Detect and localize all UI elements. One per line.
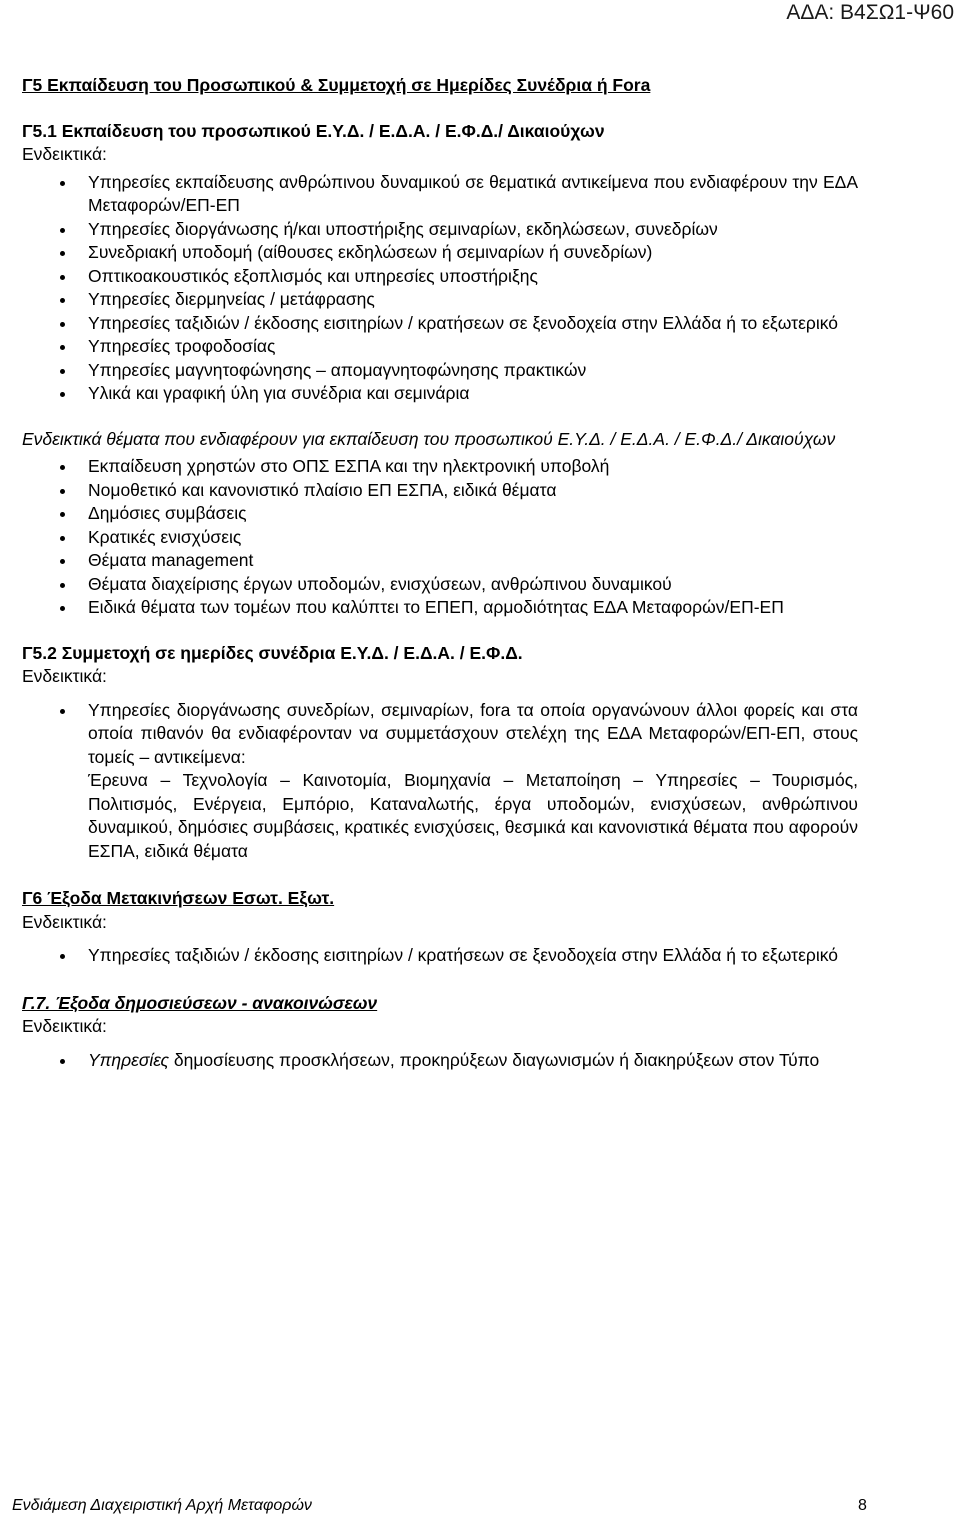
list-item: Υπηρεσίες ταξιδιών / έκδοσης εισιτηρίων / κρατήσεων σε ξενοδοχεία στην Ελλάδα ή το εξωτερικό [22,312,858,336]
section-g6-title: Γ6 Έξοδα Μετακινήσεων Εσωτ. Εξωτ. [22,888,335,908]
list-item: Δημόσιες συμβάσεις [22,502,858,526]
indicative-label: Ενδεικτικά: [22,911,107,932]
ada-code: ΑΔΑ: Β4ΣΩ1-Ψ60 [786,1,954,24]
list-item: Νομοθετικό και κανονιστικό πλαίσιο ΕΠ ΕΣΠΑ, ειδικά θέματα [22,479,858,503]
page-number: 8 [858,1497,867,1514]
g7-item-italic: Υπηρεσίες [88,1049,169,1070]
topics-heading: Ενδεικτικά θέματα που ενδιαφέρουν για εκπαίδευση του προσωπικού Ε.Υ.Δ. / Ε.Δ.Α. / Ε.Φ.Δ./ Δικαιούχων [22,428,836,449]
g51-services-list [22,171,858,406]
footer-organization: Ενδιάμεση Διαχειριστική Αρχή Μεταφορών [12,1497,312,1514]
list-item: Υπηρεσίες διερμηνείας / μετάφρασης [22,288,858,312]
list-item: Συνεδριακή υποδομή (αίθουσες εκδηλώσεων ή σεμιναρίων ή συνεδρίων) [22,241,858,265]
list-item: Υπηρεσίες μαγνητοφώνησης – απομαγνητοφώνησης πρακτικών [22,359,858,383]
indicative-label: Ενδεικτικά: [22,144,107,164]
document-body [22,74,858,1072]
list-item: Ειδικά θέματα των τομέων που καλύπτει το ΕΠΕΠ, αρμοδιότητας ΕΔΑ Μεταφορών/ΕΠ-ΕΠ [22,596,858,620]
g51-topics-list [22,455,858,620]
list-item: Υπηρεσίες ταξιδιών / έκδοσης εισιτηρίων / κρατήσεων σε ξενοδοχεία στην Ελλάδα ή το εξωτερικό [22,944,858,968]
section-g5-title: Γ5 Εκπαίδευση του Προσωπικού & Συμμετοχή σε Ημερίδες Συνέδρια ή Fora [22,75,651,95]
list-item: Υπηρεσίες εκπαίδευσης ανθρώπινου δυναμικού σε θεματικά αντικείμενα που ενδιαφέρουν την ΕΔΑ Μεταφορών/ΕΠ-ΕΠ [22,171,858,218]
list-item: Υλικά και γραφική ύλη για συνέδρια και σεμινάρια [22,382,858,406]
g52-sectors-text: Έρευνα – Τεχνολογία – Καινοτομία, Βιομηχανία – Μεταποίηση – Υπηρεσίες – Τουρισμός, Πολιτισμός, Ενέργεια, Εμπόριο, Καταναλωτής, έργα υποδομών, ενισχύσεων, ανθρώπινου δυναμικού, δημόσιες συμβάσεις, κρατικές ενισχύσεις, θεσμικά και κανονιστικά θέματα που αφορούν ΕΣΠΑ, ειδικά θέματα [88,770,858,861]
list-item: Κρατικές ενισχύσεις [22,526,858,550]
section-g51-title: Γ5.1 Εκπαίδευση του προσωπικού Ε.Υ.Δ. / Ε.Δ.Α. / Ε.Φ.Δ./ Δικαιούχων [22,120,605,141]
g6-list [22,944,858,968]
g52-list [22,699,858,864]
list-item: Υπηρεσίες διοργάνωσης ή/και υποστήριξης σεμιναρίων, εκδηλώσεων, συνεδρίων [22,218,858,242]
g7-item-rest: δημοσίευσης προσκλήσεων, προκηρύξεων διαγωνισμών ή διακηρύξεων στον Τύπο [169,1049,820,1070]
g7-list [22,1049,858,1073]
list-item: Οπτικοακουστικός εξοπλισμός και υπηρεσίες υποστήριξης [22,265,858,289]
list-item [22,699,858,864]
list-item: Υπηρεσίες τροφοδοσίας [22,335,858,359]
indicative-label: Ενδεικτικά: [22,666,107,686]
indicative-label: Ενδεικτικά: [22,1016,107,1036]
list-item [22,1049,858,1073]
list-item: Θέματα διαχείρισης έργων υποδομών, ενισχύσεων, ανθρώπινου δυναμικού [22,573,858,597]
g52-item-text: Υπηρεσίες διοργάνωσης συνεδρίων, σεμιναρίων, fora τα οποία οργανώνουν άλλοι φορείς και στα οποία πιθανόν θα ενδιαφέρονταν να συμμετάσχουν στελέχη της ΕΔΑ Μεταφορών/ΕΠ-ΕΠ, στους τομείς – αντικείμενα: [88,699,858,767]
section-g7-title: Γ.7. Έξοδα δημοσιεύσεων - ανακοινώσεων [22,992,378,1013]
list-item: Εκπαίδευση χρηστών στο ΟΠΣ ΕΣΠΑ και την ηλεκτρονική υποβολή [22,455,858,479]
list-item: Θέματα management [22,549,858,573]
section-g52-title: Γ5.2 Συμμετοχή σε ημερίδες συνέδρια Ε.Υ.Δ. / Ε.Δ.Α. / Ε.Φ.Δ. [22,642,523,663]
